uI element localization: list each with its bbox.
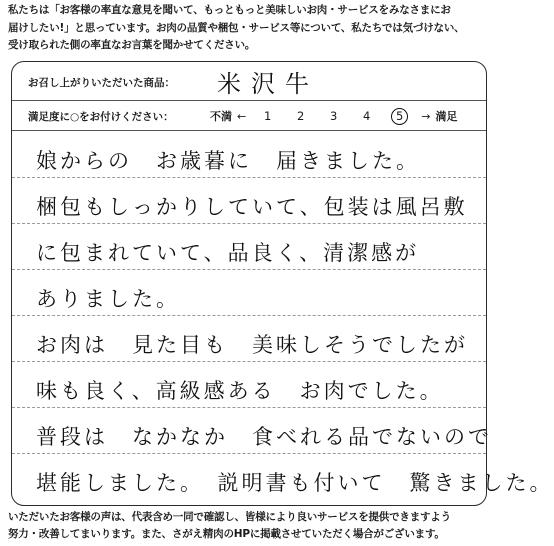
footer-line: いただいたお客様の声は、代表含め一同で確認し、皆様により良いサービスを提供できますよう: [8, 511, 451, 523]
rating-option-selected[interactable]: 5: [391, 108, 408, 125]
comment-line: 堪能しました。 説明書も付いて 驚きました。: [36, 471, 554, 495]
comment-line: 味も良く、高級感ある お肉でした。: [36, 379, 444, 403]
comment-line: お肉は 見た目も 美味しそうでしたが: [36, 333, 468, 357]
arrow-right-icon: →: [421, 109, 431, 123]
rating-scale: [210, 107, 457, 125]
footer-line: 努力・改善してまいります。また、さがえ精肉のHPに掲載させていただく場合がございます。: [8, 528, 445, 540]
intro-line: 私たちは「お客様の率直な意見を聞いて、もっともっと美味しいお肉・サービスをみなさまにお: [8, 4, 451, 16]
comment-line: に包まれていて、品良く、清潔感が: [36, 241, 420, 265]
product-value: 米沢牛: [217, 70, 319, 98]
product-label: お召し上がりいただいた商品：: [28, 77, 175, 89]
intro-text: [8, 2, 490, 55]
intro-line: 届けしたい!」と思っています。お肉の品質や梱包・サービス等について、私たちでは気づけない、: [8, 21, 465, 34]
rating-row: [12, 101, 486, 131]
feedback-card: [11, 61, 554, 506]
rating-option[interactable]: 4: [363, 108, 371, 123]
scale-low-label: 不満: [210, 110, 232, 123]
scale-high-label: 満足: [435, 110, 458, 123]
handwritten-comment: [12, 131, 554, 507]
rating-option[interactable]: 1: [264, 108, 272, 123]
comment-line: 梱包もしっかりしていて、包装は風呂敷: [36, 195, 468, 219]
arrow-left-icon: ←: [237, 109, 247, 123]
rating-option[interactable]: 3: [330, 108, 338, 123]
product-row: [12, 62, 486, 101]
rating-label: 満足度に○をお付けください：: [28, 111, 174, 123]
comment-line: 普段は なかなか 食べれる品でないので: [36, 425, 492, 449]
comment-line: 娘からの お歳暮に 届きました。: [36, 149, 420, 173]
footer-text: [8, 509, 492, 543]
comment-line: ありました。: [36, 287, 180, 311]
intro-line: 受け取られた側の率直なお言葉を聞かせてください。: [8, 39, 256, 51]
rating-option[interactable]: 2: [297, 108, 305, 123]
